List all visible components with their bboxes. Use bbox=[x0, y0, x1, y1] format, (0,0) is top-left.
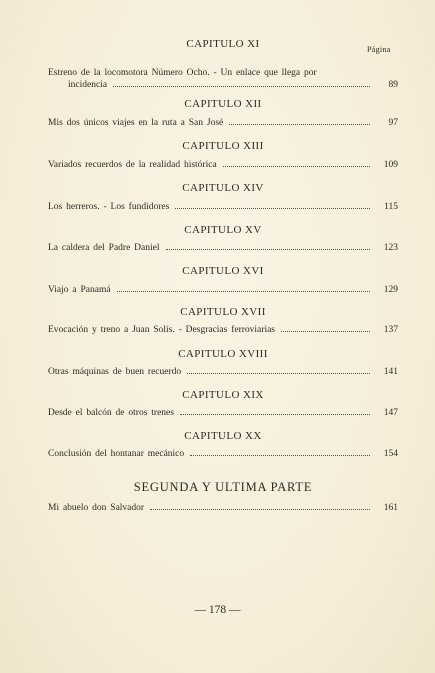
page-number: 123 bbox=[383, 243, 398, 253]
toc-entry-xix bbox=[48, 407, 398, 419]
page-number: 115 bbox=[384, 202, 398, 212]
pagina-column-label: Página bbox=[367, 45, 391, 54]
toc-entry-part-two bbox=[48, 502, 398, 514]
page-number: 161 bbox=[383, 503, 398, 513]
toc-entry-text: Conclusión del hontanar mecánico bbox=[48, 449, 185, 459]
folio-page-number: — 178 — bbox=[194, 604, 241, 616]
toc-entry-text: Otras máquinas de buen recuerdo bbox=[48, 367, 182, 377]
toc-entry-text: La caldera del Padre Daniel bbox=[48, 243, 160, 253]
dot-leader bbox=[117, 290, 370, 292]
toc-entry-text: Los herreros. - Los fundidores bbox=[48, 202, 170, 212]
page-number: 109 bbox=[383, 160, 398, 170]
page-number: 154 bbox=[383, 449, 398, 459]
toc-entry-xiii bbox=[48, 159, 398, 171]
toc-entry-xvi bbox=[48, 284, 398, 296]
part-heading: SEGUNDA Y ULTIMA PARTE bbox=[133, 480, 313, 494]
dot-leader bbox=[229, 123, 370, 125]
toc-entry-xx bbox=[48, 448, 398, 460]
chapter-heading-xii: CAPITULO XII bbox=[184, 98, 262, 110]
toc-entry-text-continued: incidencia bbox=[68, 80, 108, 90]
dot-leader bbox=[113, 85, 370, 87]
toc-entry-text: Mis dos únicos viajes en la ruta a San José bbox=[48, 118, 224, 128]
page-number: 137 bbox=[383, 325, 398, 335]
toc-entry-xiv bbox=[48, 201, 398, 213]
dot-leader bbox=[190, 454, 370, 456]
toc-entry-xv bbox=[48, 242, 398, 254]
chapter-heading-xiv: CAPITULO XIV bbox=[182, 182, 264, 194]
toc-entry-xviii bbox=[48, 366, 398, 378]
toc-entry-text: Evocación y treno a Juan Solís. - Desgracias ferroviarias bbox=[48, 325, 275, 335]
chapter-heading-xix: CAPITULO XIX bbox=[182, 389, 264, 401]
toc-entry-xi bbox=[48, 67, 398, 91]
toc-entry-text: Variados recuerdos de la realidad histórica bbox=[48, 160, 217, 170]
dot-leader bbox=[281, 330, 370, 332]
toc-entry-text: Mi abuelo don Salvador bbox=[48, 503, 145, 513]
chapter-heading-xiii: CAPITULO XIII bbox=[182, 140, 264, 152]
page-number: 147 bbox=[383, 408, 398, 418]
dot-leader bbox=[150, 508, 370, 510]
dot-leader bbox=[175, 207, 370, 209]
dot-leader bbox=[180, 413, 370, 415]
page-number: 97 bbox=[388, 118, 398, 128]
chapter-heading-xx: CAPITULO XX bbox=[184, 430, 262, 442]
chapter-heading-xvii: CAPITULO XVII bbox=[180, 306, 266, 318]
page-number: 141 bbox=[383, 367, 398, 377]
dot-leader bbox=[223, 165, 370, 167]
chapter-heading-xvi: CAPITULO XVI bbox=[182, 265, 264, 277]
chapter-heading-xviii: CAPITULO XVIII bbox=[178, 348, 268, 360]
dot-leader bbox=[187, 372, 370, 374]
page-number: 129 bbox=[383, 285, 398, 295]
toc-entry-text: Desde el balcón de otros trenes bbox=[48, 408, 174, 418]
chapter-heading-xi: CAPITULO XI bbox=[186, 38, 260, 50]
dot-leader bbox=[166, 248, 371, 250]
page-number: 89 bbox=[388, 80, 398, 90]
toc-entry-text: Viajo a Panamá bbox=[48, 285, 111, 295]
toc-entry-text: Estreno de la locomotora Número Ocho. - Un enlace que llega por bbox=[48, 68, 317, 78]
chapter-heading-xv: CAPITULO XV bbox=[184, 224, 262, 236]
toc-entry-xvii bbox=[48, 324, 398, 336]
toc-entry-xii bbox=[48, 117, 398, 129]
